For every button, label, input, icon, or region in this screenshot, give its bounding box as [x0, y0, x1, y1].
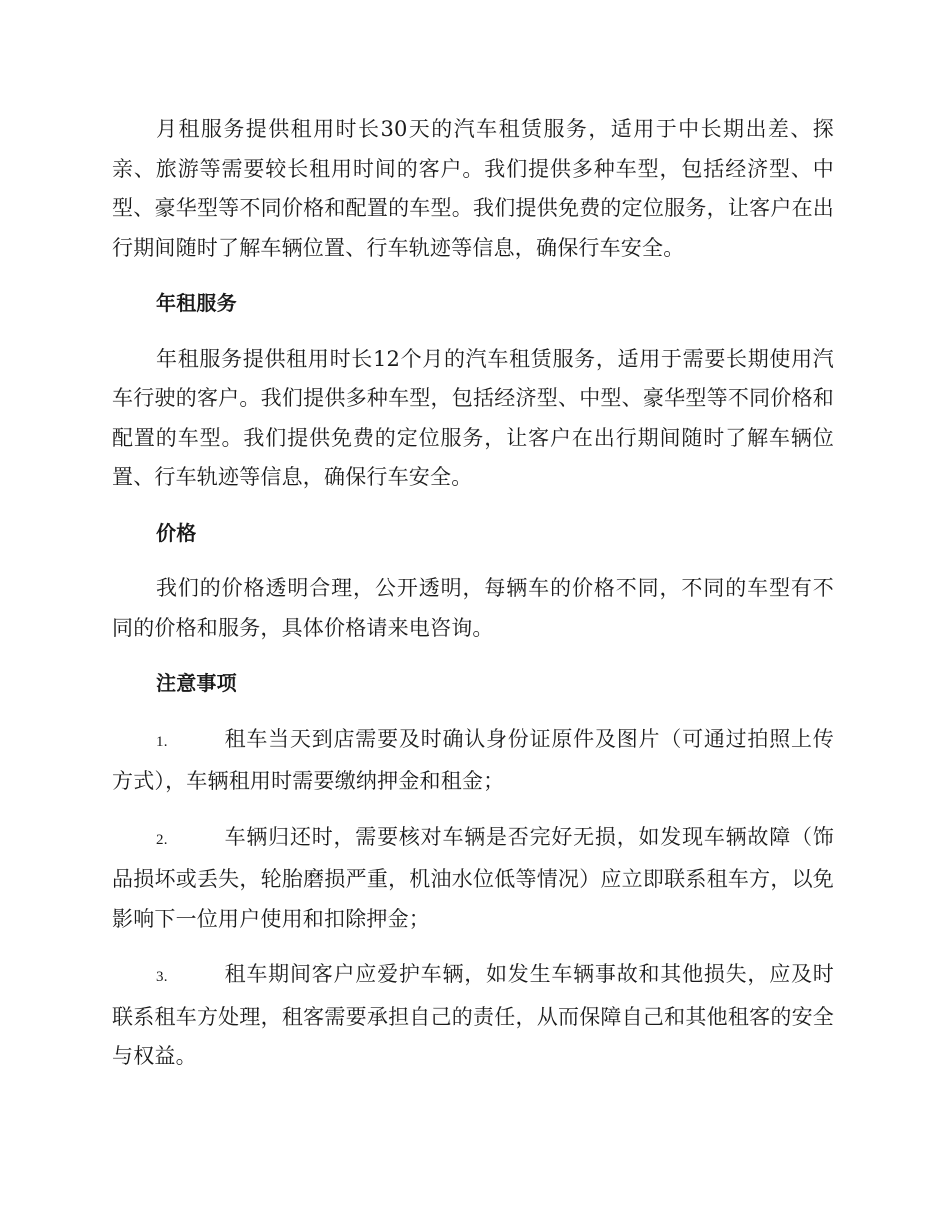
- list-number: 1.: [156, 733, 168, 750]
- list-number: 2.: [156, 831, 168, 848]
- notes-list-item-1: [112, 720, 834, 802]
- notes-heading: 注意事项: [156, 671, 237, 695]
- list-item-text: 车辆归还时，需要核对车辆是否完好无损，如发现车辆故障（饰品损坏或丢失，轮胎磨损严重，机油水位低等情况）应立即联系租车方，以免影响下一位用户使用和扣除押金；: [112, 824, 834, 931]
- annual-rental-heading: 年租服务: [156, 291, 237, 315]
- notes-list-item-3: [112, 955, 834, 1077]
- price-heading: 价格: [156, 520, 197, 545]
- list-number: 3.: [156, 969, 168, 985]
- list-item-text: 租车当天到店需要及时确认身份证原件及图片（可通过拍照上传方式），车辆租用时需要缴纳押金和租金；: [112, 726, 834, 793]
- notes-list-item-2: [112, 818, 834, 940]
- price-paragraph: 我们的价格透明合理，公开透明，每辆车的价格不同，不同的车型有不同的价格和服务，具体价格请来电咨询。: [112, 576, 834, 640]
- document-body: [112, 110, 834, 1093]
- list-item-text: 租车期间客户应爱护车辆，如发生车辆事故和其他损失，应及时联系租车方处理，租客需要承担自己的责任，从而保障自己和其他租客的安全与权益。: [112, 962, 834, 1068]
- annual-rental-paragraph: 年租服务提供租用时长12个月的汽车租赁服务，适用于需要长期使用汽车行驶的客户。我们提供多种车型，包括经济型、中型、豪华型等不同价格和配置的车型。我们提供免费的定位服务，让客户在出行期间随时了解车辆位置、行车轨迹等信息，确保行车安全。: [112, 346, 834, 489]
- monthly-rental-paragraph: 月租服务提供租用时长30天的汽车租赁服务，适用于中长期出差、探亲、旅游等需要较长租用时间的客户。我们提供多种车型，包括经济型、中型、豪华型等不同价格和配置的车型。我们提供免费的定位服务，让客户在出行期间随时了解车辆位置、行车轨迹等信息，确保行车安全。: [112, 117, 834, 260]
